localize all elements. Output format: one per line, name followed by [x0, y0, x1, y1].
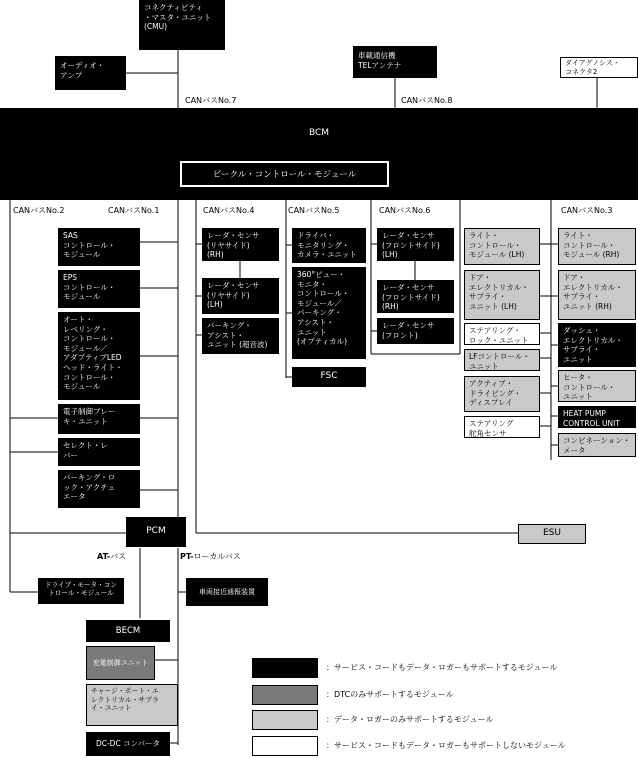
- drive-motor-module: ドライブ・モータ・コン トロール・モジュール: [38, 578, 124, 604]
- combination-meter: コンビネーション・ メータ: [558, 433, 636, 457]
- legend-swatch-black: [252, 658, 318, 678]
- vcm-module: ビークル・コントロール・モジュール: [180, 161, 389, 187]
- can7-label: CANバスNo.7: [185, 96, 237, 105]
- brake-unit: 電子制御ブレー キ・ユニット: [58, 404, 140, 434]
- radar-front-lh: レーダ・センサ (フロントサイド) (LH): [377, 228, 454, 261]
- door-supply-rh: ドア・ エレクトリカル・ サプライ・ ユニット (RH): [558, 270, 636, 320]
- diag-connector: ダイアグノシス・ コネクタ2: [560, 57, 638, 78]
- legend-text-black: ：サービス・コードもデータ・ロガーもサポートするモジュール: [326, 663, 558, 672]
- can4-label: CANバスNo.4: [203, 206, 255, 215]
- becm-module: BECM: [86, 620, 170, 642]
- bcm-label: BCM: [308, 128, 330, 138]
- can6-label: CANバスNo.6: [379, 206, 431, 215]
- pt-local-bus-label: PT-ローカルバス: [180, 552, 241, 561]
- park-assist-sonar: パーキング・ アシスト・ ユニット (超音波): [202, 318, 279, 354]
- steering-angle-sensor: ステアリング 舵角センサ: [464, 416, 540, 438]
- radar-rear-rh: レーダ・センサ (リヤサイド) (RH): [202, 228, 279, 261]
- radar-rear-lh: レーダ・センサ (リヤサイド) (LH): [202, 278, 279, 314]
- cmu-module: コネクティビティ ・マスタ・ユニット (CMU): [139, 0, 225, 50]
- heater-control-unit: ヒータ・ コントロール・ ユニット: [558, 370, 636, 402]
- legend-swatch-white: [252, 736, 318, 756]
- radar-front-rh: レーダ・センサ (フロントサイド) (RH): [377, 280, 454, 313]
- dc-dc-converter: DC-DC コンバータ: [86, 732, 170, 756]
- tel-module: 車載通信機 TELアンテナ: [353, 46, 437, 78]
- als-module: オート・ レベリング・ コントロール・ モジュール／ アダプティブLED ヘッド・ライト・ コントロール・ モジュール: [58, 312, 140, 400]
- park-lock-actuator: パーキング・ロ ック・アクチュ エータ: [58, 470, 140, 508]
- dash-supply-unit: ダッシュ・ エレクトリカル・ サプライ・ ユニット: [558, 323, 636, 367]
- esu-module: ESU: [518, 524, 586, 544]
- fsc-module: FSC: [292, 367, 366, 387]
- can1-label: CANバスNo.1: [108, 206, 160, 215]
- steering-lock-unit: ステアリング・ ロック・ユニット: [464, 323, 540, 345]
- driver-camera-unit: ドライバ・ モニタリング・ カメラ・ユニット: [292, 228, 366, 263]
- select-lever: セレクト・レ バー: [58, 438, 140, 466]
- lf-control-unit: LFコントロール・ ユニット: [464, 349, 540, 371]
- legend-text-dark: ：DTCのみサポートするモジュール: [326, 690, 454, 699]
- legend-text-gray: ：データ・ロガーのみサポートするモジュール: [326, 715, 494, 724]
- approach-warning-device: 車両接近通報装置: [186, 578, 268, 606]
- charge-port-supply-unit: チャージ・ポート・エ レクトリカル・サプラ イ・ユニット: [86, 684, 178, 726]
- can8-label: CANバスNo.8: [401, 96, 453, 105]
- light-module-rh: ライト・ コントロール・ モジュール (RH): [558, 228, 636, 265]
- can2-label: CANバスNo.2: [13, 206, 65, 215]
- heat-pump-control-unit: HEAT PUMP CONTROL UNIT: [558, 406, 636, 428]
- audio-amp-module: オーディオ・ アンプ: [55, 56, 126, 90]
- active-driving-display: アクティブ・ ドライビング・ ディスプレイ: [464, 376, 540, 412]
- legend-swatch-dark: [252, 685, 318, 705]
- at-bus-label: AT-バス: [97, 552, 127, 561]
- door-supply-lh: ドア・ エレクトリカル・ サプライ・ ユニット (LH): [464, 270, 540, 320]
- legend-swatch-gray: [252, 710, 318, 730]
- sas-module: SAS コントロール・ モジュール: [58, 228, 140, 266]
- charger-control-unit: 充電制御ユニット: [86, 646, 155, 680]
- can3-label: CANバスNo.3: [561, 206, 613, 215]
- view360-module: 360°ビュー・ モニタ・ コントロール・ モジュール／ パーキング・ アシスト・ ユニット (オプティカル): [292, 267, 366, 359]
- light-module-lh: ライト・ コントロール・ モジュール (LH): [464, 228, 540, 265]
- radar-front: レーダ・センサ (フロント): [377, 318, 454, 344]
- can5-label: CANバスNo.5: [288, 206, 340, 215]
- eps-module: EPS コントロール・ モジュール: [58, 270, 140, 308]
- pcm-module: PCM: [126, 517, 186, 547]
- legend-text-white: ：サービス・コードもデータ・ロガーもサポートしないモジュール: [326, 741, 566, 750]
